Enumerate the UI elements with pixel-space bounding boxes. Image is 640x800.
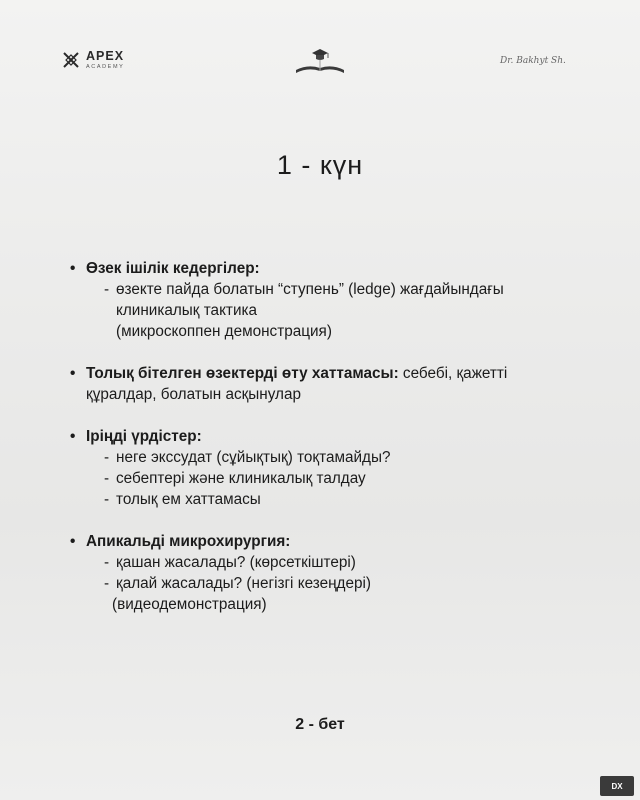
list-item-text: себептері және клиникалық талдау: [116, 470, 366, 487]
signature: Dr. Bakhyt Sh.: [500, 56, 566, 66]
bullet: •: [70, 260, 76, 277]
bullet: •: [70, 365, 76, 382]
list-item: [104, 447, 608, 468]
section-continuation-text: құралдар, болатын асқынулар: [86, 386, 301, 403]
apex-logo-icon: [62, 51, 80, 69]
list-item-text: (видеодемонстрация): [112, 596, 267, 613]
section-apical-microsurgery: [68, 531, 608, 615]
bullet: •: [70, 533, 76, 550]
list-item-continuation: [104, 321, 608, 342]
list-item-continuation: [104, 594, 608, 615]
list-item-text: клиникалық тактика: [116, 302, 258, 319]
watermark-logo: DX: [600, 776, 634, 796]
list-item-text: қалай жасалады? (негізгі кезеңдері): [116, 575, 371, 592]
academy-name: APEX: [86, 49, 125, 63]
list-item-text: толық ем хаттамасы: [116, 491, 261, 508]
dash: -: [104, 470, 110, 487]
open-book-graduation-cap-icon: [292, 44, 348, 76]
dash: -: [104, 449, 110, 466]
dash: -: [104, 281, 110, 298]
header: [0, 44, 640, 84]
section-heading: Толық бітелген өзектерді өту хаттамасы:: [86, 365, 399, 382]
dash: -: [104, 491, 110, 508]
list-item-text: (микроскоппен демонстрация): [116, 323, 332, 340]
dash: -: [104, 575, 110, 592]
section-inline-text: себебі, қажетті: [398, 365, 508, 382]
list-item: [104, 468, 608, 489]
list-item-text: қашан жасалады? (көрсеткіштері): [116, 554, 356, 571]
list-item-continuation: [104, 300, 608, 321]
bullet: •: [70, 428, 76, 445]
section-heading: Апикальді микрохирургия:: [86, 533, 291, 550]
dash: -: [104, 554, 110, 571]
section-heading: Өзек ішілік кедергілер:: [86, 260, 260, 277]
list-item: [104, 489, 608, 510]
section-purulent-processes: [68, 426, 608, 510]
list-item: [104, 279, 608, 300]
list-item-text: неге экссудат (сұйықтық) тоқтамайды?: [116, 449, 391, 466]
list-item-text: өзекте пайда болатын “ступень” (ledge) жағдайындағы: [116, 281, 504, 298]
list-item: [104, 573, 608, 594]
page-number: 2 - бет: [295, 716, 345, 733]
program-content: [68, 258, 608, 636]
day-title: 1 - күн: [276, 150, 364, 180]
list-item: [104, 552, 608, 573]
section-canal-obstacles: [68, 258, 608, 342]
academy-sub: ACADEMY: [86, 63, 125, 70]
apex-academy-logo: [62, 50, 124, 70]
section-heading: Іріңді үрдістер:: [86, 428, 202, 445]
section-blocked-canals: [68, 363, 608, 405]
